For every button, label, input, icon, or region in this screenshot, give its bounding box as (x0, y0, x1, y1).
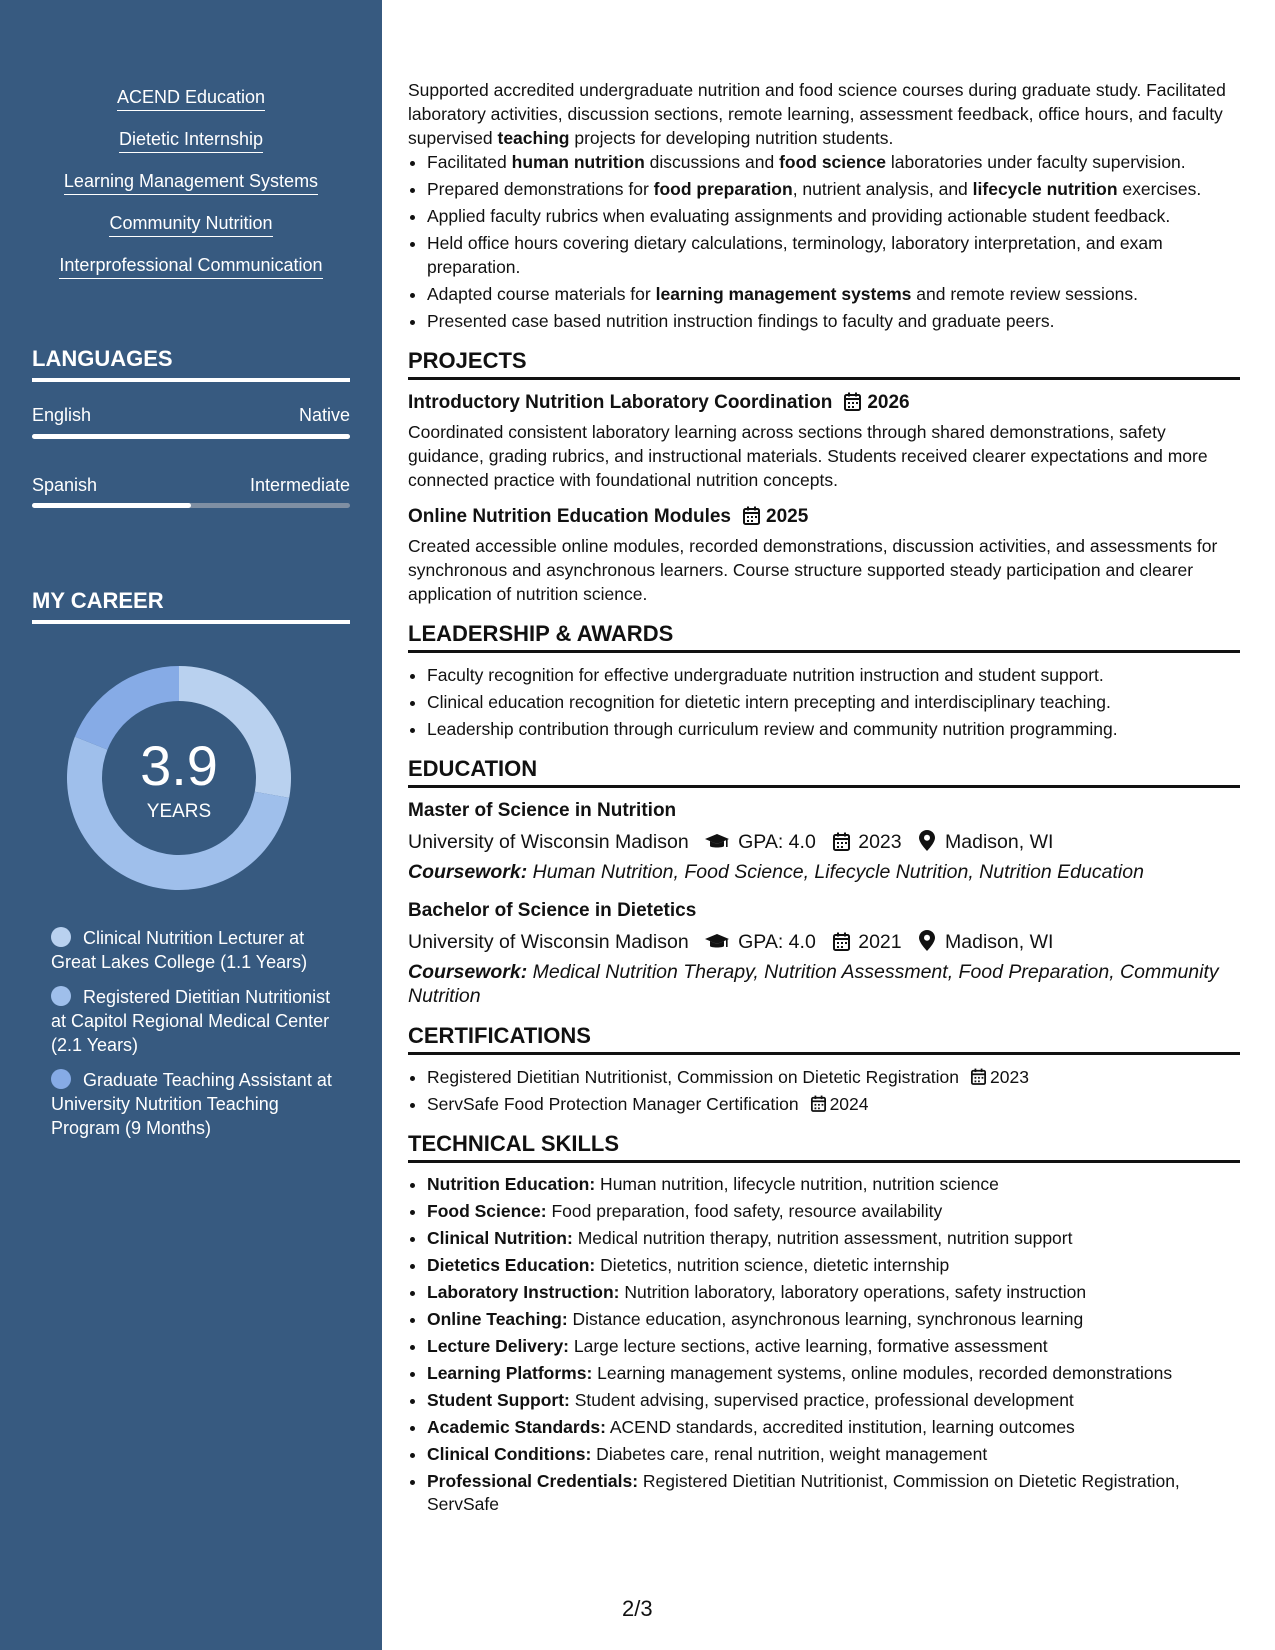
grad-year: 2021 (858, 931, 902, 953)
certifications-heading: CERTIFICATIONS (408, 1022, 1240, 1055)
career-list (51, 926, 341, 1151)
skill-item: • Professional Credentials: Registered Dietitian Nutritionist, Commission on Dietetic Registration, ServSafe (427, 1470, 1240, 1516)
language-bar-fill (32, 503, 191, 508)
location: Madison, WI (945, 831, 1054, 853)
experience-bullet: • Held office hours covering dietary calculations, terminology, laboratory interpretation, and exam preparation. (427, 231, 1240, 279)
technical-skills-list (408, 1173, 1240, 1516)
certification-item: • ServSafe Food Protection Manager Certification 2024 (427, 1092, 1240, 1116)
experience-bullet: • Applied faculty rubrics when evaluating assignments and providing actionable student feedback. (427, 204, 1240, 228)
experience-bullets (408, 150, 1240, 333)
degree-title: Bachelor of Science in Dietetics (408, 900, 697, 921)
skill-item: • Clinical Nutrition: Medical nutrition therapy, nutrition assessment, nutrition support (427, 1227, 1240, 1250)
language-name: English (32, 405, 92, 425)
leadership-item: • Faculty recognition for effective undergraduate nutrition instruction and student support. (427, 663, 1240, 687)
career-item (51, 985, 341, 1057)
skill-item: • Food Science: Food preparation, food safety, resource availability (427, 1200, 1240, 1223)
experience-summary (408, 78, 1240, 150)
leadership-heading: LEADERSHIP & AWARDS (408, 620, 1240, 653)
location-pin-icon (919, 930, 935, 951)
language-row (32, 474, 350, 496)
calendar-icon (833, 832, 850, 851)
projects-heading: PROJECTS (408, 347, 1240, 380)
degree-title: Master of Science in Nutrition (408, 800, 677, 821)
skill-item: • Nutrition Education: Human nutrition, lifecycle nutrition, nutrition science (427, 1173, 1240, 1196)
project-description: Coordinated consistent laboratory learning across sections through shared demonstrations, safety guidance, grading rubrics, and instructional materials. Students received clearer expectations and more connected practice with foundational nutrition concepts. (408, 422, 1208, 490)
leadership-list (408, 663, 1240, 741)
experience-bullet: • Presented case based nutrition instruction findings to faculty and graduate peers. (427, 309, 1240, 333)
technical-skills-heading: TECHNICAL SKILLS (408, 1130, 1240, 1163)
education-entry (408, 898, 1240, 1008)
school-name: University of Wisconsin Madison (408, 931, 689, 953)
summary-text: Supported accredited undergraduate nutrition and food science courses during graduate study. Facilitated laboratory activities, discussion sections, remote learning, assessment feedback, office hours, and faculty supervised (408, 80, 1226, 148)
summary-text-end: projects for developing nutrition students. (569, 128, 894, 148)
language-row (32, 404, 350, 426)
page-number: 2/3 (622, 1596, 653, 1621)
language-bar (32, 503, 350, 508)
location-pin-icon (919, 830, 935, 851)
donut-unit: YEARS (146, 801, 212, 822)
graduation-cap-icon (704, 933, 730, 951)
skill-tag: ACEND Education (117, 86, 265, 111)
skill-tag-list (0, 86, 382, 296)
skill-item: • Academic Standards: ACEND standards, accredited institution, learning outcomes (427, 1416, 1240, 1439)
gpa: GPA: 4.0 (738, 931, 816, 953)
career-text: Graduate Teaching Assistant at University Nutrition Teaching Program (9 Months) (51, 1070, 332, 1138)
skill-item: • Online Teaching: Distance education, asynchronous learning, synchronous learning (427, 1308, 1240, 1331)
legend-dot (51, 1069, 71, 1089)
location: Madison, WI (945, 931, 1054, 953)
career-text: Registered Dietitian Nutritionist at Capitol Regional Medical Center (2.1 Years) (51, 987, 331, 1055)
donut-value: 3.9 (140, 734, 218, 797)
calendar-icon (971, 1068, 986, 1085)
grad-year: 2023 (858, 831, 902, 853)
gpa: GPA: 4.0 (738, 831, 816, 853)
calendar-icon (811, 1095, 826, 1112)
certification-list (408, 1065, 1240, 1116)
career-heading: MY CAREER (32, 588, 350, 624)
skill-item: • Laboratory Instruction: Nutrition laboratory, laboratory operations, safety instruction (427, 1281, 1240, 1304)
legend-dot (51, 986, 71, 1006)
skill-tag: Community Nutrition (109, 212, 272, 237)
skill-tag: Learning Management Systems (64, 170, 318, 195)
experience-bullet: • Prepared demonstrations for food preparation, nutrient analysis, and lifecycle nutrition exercises. (427, 177, 1240, 201)
experience-bullet: • Adapted course materials for learning management systems and remote review sessions. (427, 282, 1240, 306)
summary-bold: teaching (497, 128, 570, 148)
experience-bullet: • Facilitated human nutrition discussions and food science laboratories under faculty supervision. (427, 150, 1240, 174)
calendar-icon (844, 392, 861, 411)
languages-heading: LANGUAGES (32, 346, 350, 382)
project-title: Online Nutrition Education Modules 2025 (408, 506, 809, 527)
career-item (51, 926, 341, 974)
language-name: Spanish (32, 475, 98, 495)
education-meta (408, 828, 1240, 856)
language-bar-fill (32, 434, 350, 439)
education-entry (408, 798, 1240, 884)
language-level: Intermediate (249, 475, 350, 495)
language-level: Native (298, 405, 350, 425)
skill-item: • Lecture Delivery: Large lecture sections, active learning, formative assessment (427, 1335, 1240, 1358)
career-text: Clinical Nutrition Lecturer at Great Lakes College (1.1 Years) (51, 928, 308, 972)
skill-item: • Dietetics Education: Dietetics, nutrition science, dietetic internship (427, 1254, 1240, 1277)
education-meta (408, 928, 1240, 956)
language-bar (32, 434, 350, 439)
skill-tag: Interprofessional Communication (59, 254, 322, 279)
leadership-item: • Clinical education recognition for dietetic intern precepting and interdisciplinary teaching. (427, 690, 1240, 714)
sidebar (0, 0, 382, 1650)
school-name: University of Wisconsin Madison (408, 831, 689, 853)
certification-item: • Registered Dietitian Nutritionist, Commission on Dietetic Registration 2023 (427, 1065, 1240, 1089)
career-item (51, 1068, 341, 1140)
education-heading: EDUCATION (408, 755, 1240, 788)
coursework: Coursework: Medical Nutrition Therapy, Nutrition Assessment, Food Preparation, Community Nutrition (408, 961, 1219, 1007)
skill-item: • Clinical Conditions: Diabetes care, renal nutrition, weight management (427, 1443, 1240, 1466)
project-title: Introductory Nutrition Laboratory Coordination 2026 (408, 392, 910, 413)
main-content (408, 78, 1240, 1520)
skill-item: • Student Support: Student advising, supervised practice, professional development (427, 1389, 1240, 1412)
coursework: Coursework: Human Nutrition, Food Science, Lifecycle Nutrition, Nutrition Education (408, 861, 1144, 883)
project-description: Created accessible online modules, recorded demonstrations, discussion activities, and assessments for synchronous and asynchronous learners. Course structure supported steady participation and clearer application of nutrition science. (408, 536, 1218, 604)
skill-item: • Learning Platforms: Learning management systems, online modules, recorded demonstrations (427, 1362, 1240, 1385)
calendar-icon (833, 932, 850, 951)
graduation-cap-icon (704, 833, 730, 851)
legend-dot (51, 927, 71, 947)
skill-tag: Dietetic Internship (119, 128, 263, 153)
calendar-icon (743, 506, 760, 525)
career-donut-chart (66, 665, 292, 891)
leadership-item: • Leadership contribution through curriculum review and community nutrition programming. (427, 717, 1240, 741)
